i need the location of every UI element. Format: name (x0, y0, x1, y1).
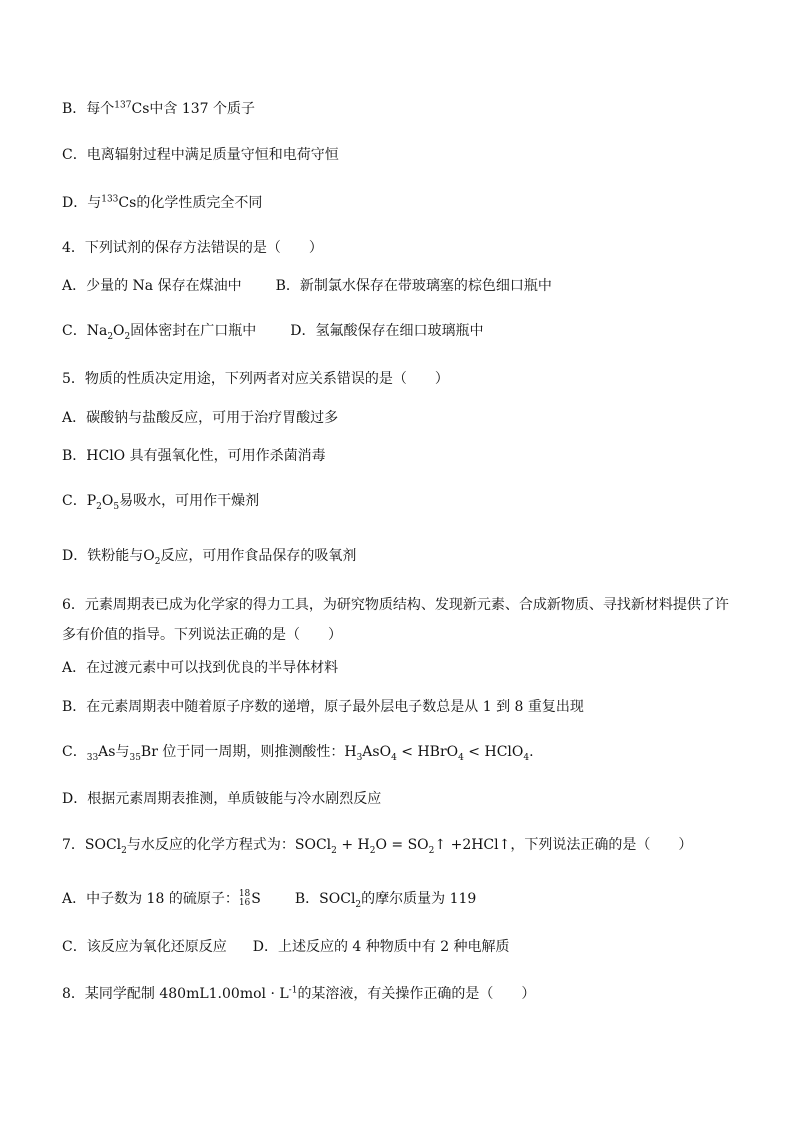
question-4-options-ab: A．少量的 Na 保存在煤油中 B．新制氯水保存在带玻璃塞的棕色细口瓶中 (62, 278, 552, 294)
question-6: 6．元素周期表已成为化学家的得力工具，为研究物质结构、发现新元素、合成新物质、寻找新材料提供了许多有价值的指导。下列说法正确的是（ ） (62, 597, 729, 643)
option-5a: A．碳酸钠与盐酸反应，可用于治疗胃酸过多 (62, 410, 339, 426)
option-6a: A．在过渡元素中可以找到优良的半导体材料 (62, 660, 339, 676)
option-3c: C．电离辐射过程中满足质量守恒和电荷守恒 (62, 147, 339, 163)
option-3d: D．与$^{133}$Cs的化学性质完全不同 (62, 194, 263, 211)
option-5b: B．HClO 具有强氧化性，可用作杀菌消毒 (62, 448, 326, 464)
option-3b: B．每个$^{137}$Cs中含 137 个质子 (62, 100, 256, 117)
option-6d: D．根据元素周期表推测，单质铍能与冷水剧烈反应 (62, 791, 382, 807)
option-6c: C．$_{33}$As与$_{35}$Br 位于同一周期，则推测酸性：$H_3AsO_4$ < HBrO$_4$ < HClO$_4$. (62, 744, 534, 763)
question-8: 8．某同学配制 $480mL1.00mol \cdot L^{-1}$的某溶液，有关操作正确的是（ ） (62, 985, 536, 1002)
question-5: 5．物质的性质决定用途，下列两者对应关系错误的是（ ） (62, 371, 449, 387)
option-5c: C．$P_2O_5$易吸水，可用作干燥剂 (62, 493, 260, 512)
nuclide-notation: 18 16 (238, 889, 251, 908)
question-7: 7．SOCl$_2$与水反应的化学方程式为：SOCl$_2$ + $H_2O$ = $SO_2↑$ +2HCl↑，下列说法正确的是（ ） (62, 837, 693, 856)
option-6b: B．在元素周期表中随着原子序数的递增，原子最外层电子数总是从 1 到 8 重复出现 (62, 699, 584, 715)
question-4: 4．下列试剂的保存方法错误的是（ ） (62, 240, 323, 256)
question-7-options-ab: A．中子数为 18 的硫原子： 18 16 S B．SOCl$_2$的摩尔质量为 119 (62, 889, 477, 910)
question-7-options-cd: C．该反应为氧化还原反应 D．上述反应的 4 种物质中有 2 种电解质 (62, 939, 510, 955)
question-4-options-cd: C．$Na_2O_2$固体密封在广口瓶中 D．氢氟酸保存在细口玻璃瓶中 (62, 323, 484, 342)
option-5d: D．铁粉能与$O_2$反应，可用作食品保存的吸氧剂 (62, 548, 357, 567)
